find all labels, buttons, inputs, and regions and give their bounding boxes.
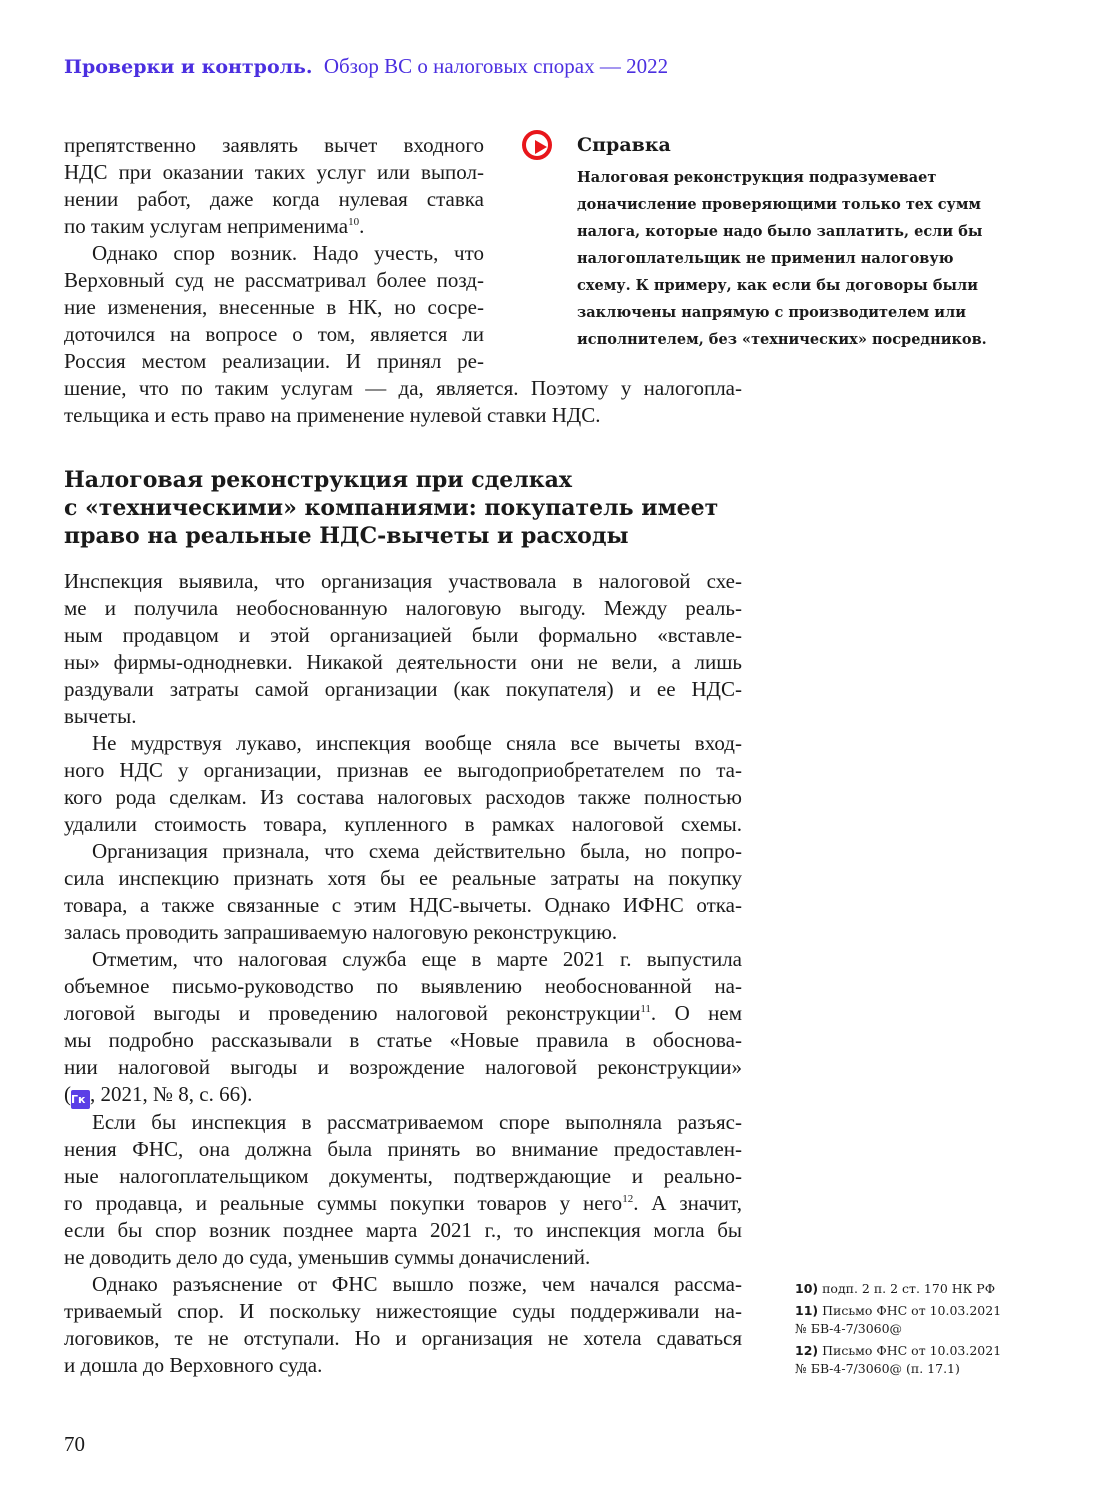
text-line: Россия местом реализации. И принял ре- — [64, 349, 484, 373]
text-line: Инспекция выявила, что организация участвовала в налоговой схе- — [64, 569, 742, 593]
text-line: Если бы инспекция в рассматриваемом споре выполняла разъяс- — [92, 1110, 742, 1134]
section-heading — [64, 466, 754, 550]
top-column-text — [64, 132, 484, 375]
note-body — [577, 164, 1017, 353]
footnote-text: № БВ-4-7/3060@ (п. 17.1) — [795, 1361, 960, 1376]
footnote-text: подп. 2 п. 2 ст. 170 НК РФ — [822, 1281, 996, 1296]
text-fragment: ( — [64, 1082, 71, 1106]
text-line: ны» фирмы-однодневки. Никакой деятельности они не вели, а лишь — [64, 650, 742, 674]
text-line: нения ФНС, она должна была принять во внимание предоставлен- — [64, 1137, 742, 1161]
text-fragment: . А значит, — [633, 1191, 743, 1215]
text-line — [64, 1081, 742, 1109]
footnote-text: Письмо ФНС от 10.03.2021 — [822, 1303, 1002, 1318]
text-line: ным продавцом и этой организацией были формально «вставле- — [64, 623, 742, 647]
text-line: Однако спор возник. Надо учесть, что — [92, 241, 484, 265]
text-line: если бы спор возник позднее марта 2021 г., то инспекция могла бы — [64, 1218, 742, 1242]
text-line: мы подробно рассказывали в статье «Новые правила в обоснова- — [64, 1028, 742, 1052]
heading-line: право на реальные НДС-вычеты и расходы — [64, 523, 629, 549]
note-line: схему. К примеру, как если бы договоры были — [577, 277, 979, 294]
text-fragment: , 2021, № 8, с. 66). — [90, 1082, 253, 1106]
footnote-number: 12) — [795, 1343, 819, 1358]
text-line: ме и получила необоснованную налоговую выгоду. Между реаль- — [64, 596, 742, 620]
note-line: Налоговая реконструкция подразумевает — [577, 169, 937, 186]
play-icon — [522, 130, 552, 160]
text-fragment: логовой выгоды и проведению налоговой реконструкции — [64, 1001, 641, 1025]
note-line: налогоплательщик не применил налоговую — [577, 250, 954, 267]
footnote-11 — [795, 1302, 1055, 1338]
text-line: тельщика и есть право на применение нулевой ставки НДС. — [64, 403, 601, 427]
text-line: триваемый спор. И поскольку нижестоящие суды поддерживали на- — [64, 1299, 742, 1323]
text-line: удалили стоимость товара, купленного в рамках налоговой схемы. — [64, 812, 742, 836]
text-line: и дошла до Верховного суда. — [64, 1353, 323, 1377]
footnote-ref[interactable]: 11 — [640, 1003, 651, 1015]
text-line: шение, что по таким услугам — да, является. Поэтому у налогопла- — [64, 376, 742, 400]
footnote-12 — [795, 1342, 1055, 1378]
text-line: вычеты. — [64, 704, 137, 728]
heading-line: Налоговая реконструкция при сделках — [64, 467, 573, 493]
text-line: препятственно заявлять вычет входного — [64, 133, 484, 157]
note-line: налога, которые надо было заплатить, если бы — [577, 223, 983, 240]
text-line: ние изменения, внесенные в НК, но сосре- — [64, 295, 484, 319]
page-number: 70 — [64, 1432, 85, 1456]
running-header — [64, 54, 668, 79]
text-line: логовиков, те не отступали. Но и организация не хотела сдаваться — [64, 1326, 742, 1350]
footnote-text: Письмо ФНС от 10.03.2021 — [822, 1343, 1002, 1358]
article-body — [64, 568, 742, 1379]
text-fragment: по таким услугам неприменима — [64, 214, 349, 238]
text-line: ные налогоплательщиком документы, подтверждающие и реально- — [64, 1164, 742, 1188]
text-line: раздували затраты самой организации (как покупателя) и ее НДС- — [64, 677, 742, 701]
text-line: доточился на вопросе о том, является ли — [64, 322, 484, 346]
text-line: залась проводить запрашиваемую налоговую реконструкцию. — [64, 920, 618, 944]
note-line: исполнителем, без «технических» посредников. — [577, 331, 987, 348]
text-line: нии налоговой выгоды и возрождение налоговой реконструкции» — [64, 1055, 742, 1079]
footnotes — [795, 1280, 1055, 1382]
text-line: ного НДС у организации, признав ее выгодоприобретателем по та- — [64, 758, 742, 782]
section-title: Проверки и контроль. — [64, 56, 313, 78]
text-line: кого рода сделкам. Из состава налоговых расходов также полностью — [64, 785, 742, 809]
text-line: объемное письмо-руководство по выявлению необоснованной на- — [64, 974, 742, 998]
text-line: Организация признала, что схема действительно была, но попро- — [92, 839, 742, 863]
text-line: сила инспекцию признать хотя бы ее реальные затраты на покупку — [64, 866, 742, 890]
footnote-ref[interactable]: 10 — [348, 216, 360, 228]
text-line: товара, а также связанные с этим НДС-вычеты. Однако ИФНС отка- — [64, 893, 742, 917]
text-line: Верховный суд не рассматривал более позд- — [64, 268, 484, 292]
text-line: Отметим, что налоговая служба еще в марте 2021 г. выпустила — [92, 947, 742, 971]
text-line — [64, 1190, 742, 1217]
text-line — [64, 1000, 742, 1027]
text-fragment: го продавца, и реальные суммы покупки товаров у него — [64, 1191, 623, 1215]
issue-title: Обзор ВС о налоговых спорах — 2022 — [323, 54, 669, 78]
heading-line: с «техническими» компаниями: покупатель имеет — [64, 495, 719, 521]
text-line: Не мудрствуя лукаво, инспекция вообще сняла все вычеты вход- — [92, 731, 742, 755]
text-line: нении работ, даже когда нулевая ставка — [64, 187, 484, 211]
footnote-number: 10) — [795, 1281, 819, 1296]
text-line: не доводить дело до суда, уменьшив суммы доначислений. — [64, 1245, 591, 1269]
text-line: НДС при оказании таких услуг или выпол- — [64, 160, 484, 184]
note-line: заключены напрямую с производителем или — [577, 304, 967, 321]
top-wide-text — [64, 375, 742, 429]
text-line — [64, 213, 484, 240]
text-line: Однако разъяснение от ФНС вышло позже, чем начался рассма- — [92, 1272, 742, 1296]
magazine-logo-icon[interactable]: Гк — [71, 1090, 90, 1109]
text-fragment: . О нем — [650, 1001, 742, 1025]
footnote-number: 11) — [795, 1303, 819, 1318]
footnote-ref[interactable]: 12 — [622, 1193, 634, 1205]
text-fragment: . — [359, 214, 365, 238]
footnote-text: № БВ-4-7/3060@ — [795, 1321, 903, 1336]
note-title: Справка — [577, 134, 671, 156]
note-line: доначисление проверяющими только тех сумм — [577, 196, 982, 213]
footnote-10 — [795, 1280, 1055, 1298]
